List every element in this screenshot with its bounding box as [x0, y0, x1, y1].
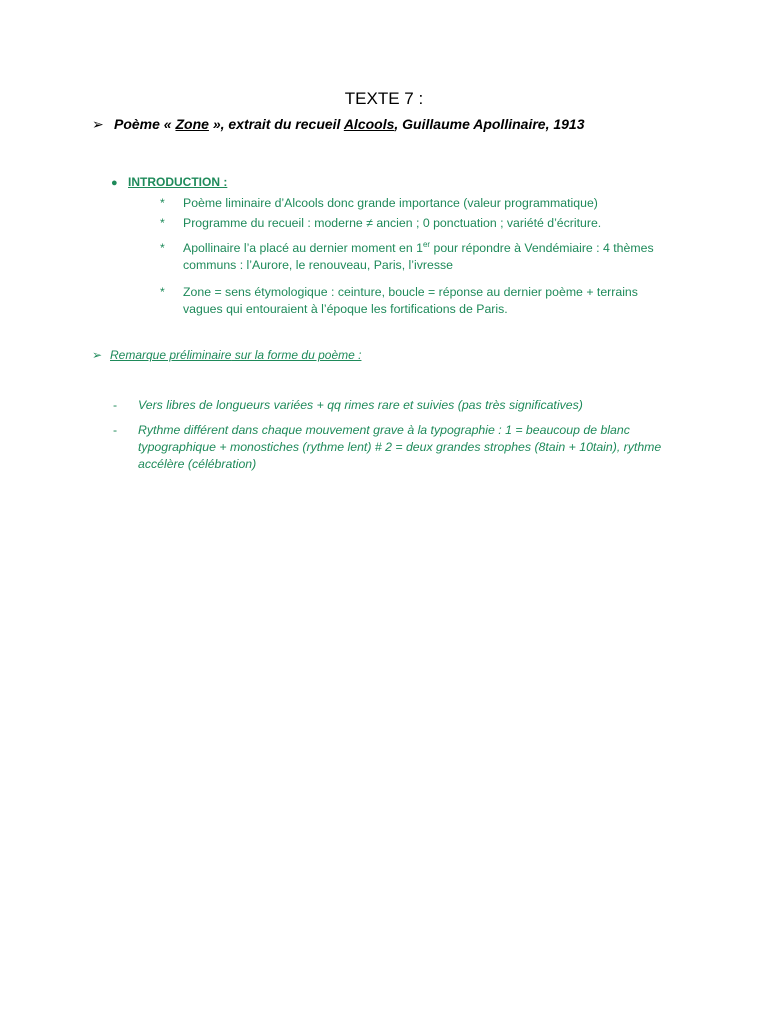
subtitle-part2: », extrait du recueil [208, 116, 344, 132]
intro-item [160, 215, 660, 232]
intro-item-text-a: Apollinaire l’a placé au dernier moment en 1 [183, 241, 423, 255]
form-item-text: Rythme différent dans chaque mouvement grave à la typographie : 1 = beaucoup de blanc typographique + monostiches (rythme lent) # 2 = deux grandes strophes (8tain + 10tain), rythme accélère (célébration) [138, 423, 662, 471]
form-item [113, 397, 663, 414]
intro-item-text: Zone = sens étymologique : ceinture, boucle = réponse au dernier poème + terrains vagues qui entouraient à l’époque les fortifications de Paris. [183, 285, 638, 316]
dot-bullet-icon: ● [111, 177, 118, 189]
arrow-bullet-icon: ➢ [92, 348, 103, 362]
intro-item-text-b: pour répondre à Vendémiaire : 4 thèmes communs : l’Aurore, le renouveau, Paris, l’ivresse [183, 241, 654, 272]
subtitle-zone: Zone [175, 116, 209, 132]
star-bullet-icon: * [160, 196, 165, 210]
arrow-bullet-icon: ➢ [92, 116, 104, 132]
page-title: TEXTE 7 : [344, 89, 424, 108]
introduction-heading [111, 175, 227, 189]
intro-item [160, 284, 660, 318]
dash-bullet-icon: - [113, 423, 118, 437]
form-item [113, 422, 663, 473]
intro-item-sup: er [422, 239, 431, 249]
remark-heading [92, 348, 361, 362]
introduction-label: INTRODUCTION : [128, 175, 228, 189]
star-bullet-icon: * [160, 241, 165, 255]
intro-item-text [183, 240, 660, 274]
intro-item-text: Programme du recueil : moderne ≠ ancien ; 0 ponctuation ; variété d’écriture. [183, 216, 602, 230]
poem-subtitle [92, 116, 585, 133]
subtitle-part1: Poème « [114, 116, 176, 132]
form-item-text: Vers libres de longueurs variées + qq rimes rare et suivies (pas très significatives) [138, 398, 583, 412]
star-bullet-icon: * [160, 285, 165, 299]
intro-item [160, 240, 660, 274]
subtitle-part3: , Guillaume Apollinaire, 1913 [394, 116, 585, 132]
intro-item-text: Poème liminaire d’Alcools donc grande importance (valeur programmatique) [183, 196, 598, 210]
remark-label-b: sur la forme du poème : [231, 348, 362, 362]
intro-item [160, 195, 660, 212]
dash-bullet-icon: - [113, 398, 118, 412]
star-bullet-icon: * [160, 216, 165, 230]
remark-label-a: Remarque préliminaire [110, 348, 232, 362]
subtitle-alcools: Alcools [343, 116, 395, 132]
